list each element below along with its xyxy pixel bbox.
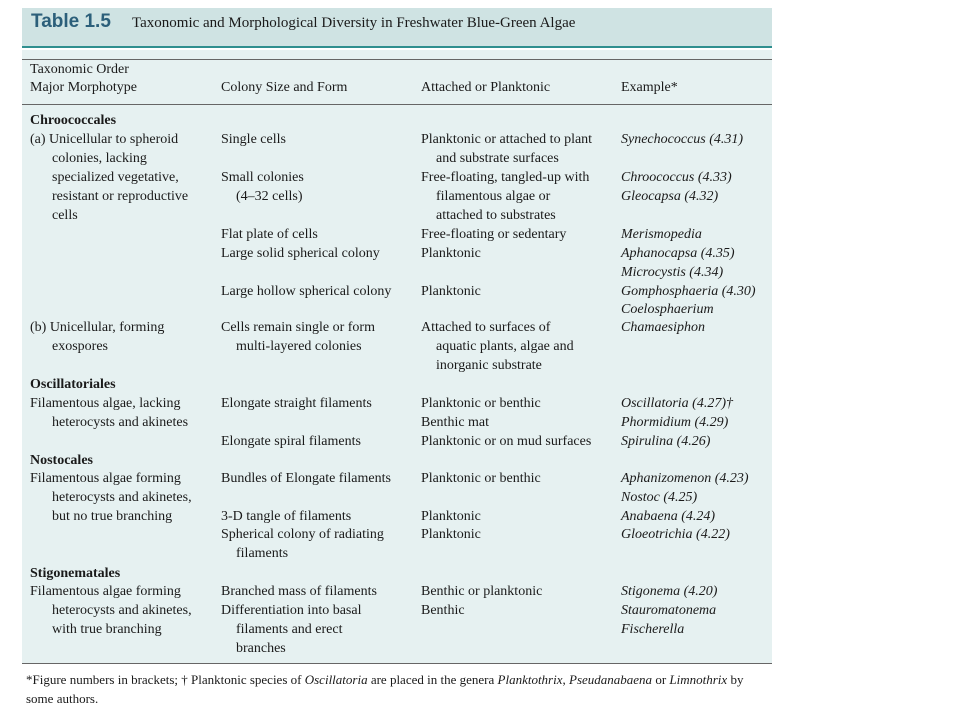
- order-oscillatoriales: Oscillatoriales: [30, 377, 116, 392]
- habit-cell: Planktonic: [421, 246, 481, 261]
- form-cell: Large hollow spherical colony: [221, 284, 392, 299]
- habit-cell: attached to substrates: [436, 208, 556, 223]
- header-col4: Example*: [621, 80, 678, 95]
- habit-cell: Free-floating, tangled-up with: [421, 170, 590, 185]
- morphotype-line: specialized vegetative,: [52, 170, 179, 185]
- form-cell: Bundles of Elongate filaments: [221, 471, 391, 486]
- form-cell: filaments: [236, 546, 289, 561]
- form-cell: 3-D tangle of filaments: [221, 509, 352, 524]
- example-cell: Spirulina (4.26): [621, 434, 711, 449]
- order-stigonematales: Stigonematales: [30, 566, 121, 581]
- habit-cell: Planktonic: [421, 284, 481, 299]
- habit-cell: Benthic: [421, 603, 465, 618]
- example-cell: Gomphosphaeria (4.30): [621, 284, 756, 299]
- table-footnote: [26, 670, 771, 708]
- habit-cell: Planktonic: [421, 527, 481, 542]
- example-cell: Gleocapsa (4.32): [621, 189, 719, 204]
- table-title: Taxonomic and Morphological Diversity in Freshwater Blue-Green Algae: [132, 15, 576, 31]
- form-cell: Flat plate of cells: [221, 227, 318, 242]
- morphotype-line: heterocysts and akinetes,: [52, 603, 192, 618]
- habit-cell: and substrate surfaces: [436, 151, 559, 166]
- habit-cell: Planktonic or on mud surfaces: [421, 434, 592, 449]
- example-cell: Merismopedia: [621, 227, 702, 242]
- form-cell: Single cells: [221, 132, 286, 147]
- footnote-genus: Oscillatoria: [304, 672, 368, 687]
- morphotype-line: but no true branching: [52, 509, 173, 524]
- form-cell: (4–32 cells): [236, 189, 303, 204]
- footnote-genus: Limnothrix: [669, 672, 728, 687]
- morphotype-line: resistant or reproductive: [52, 189, 189, 204]
- habit-cell: Planktonic or benthic: [421, 471, 541, 486]
- form-cell: branches: [236, 641, 286, 656]
- morphotype-line: (b) Unicellular, forming: [30, 320, 165, 335]
- example-cell: Stigonema (4.20): [621, 584, 718, 599]
- habit-cell: aquatic plants, algae and: [436, 339, 574, 354]
- morphotype-line: heterocysts and akinetes,: [52, 490, 192, 505]
- habit-cell: filamentous algae or: [436, 189, 551, 204]
- header-col2: Colony Size and Form: [221, 80, 348, 95]
- form-cell: Large solid spherical colony: [221, 246, 380, 261]
- morphotype-line: heterocysts and akinetes: [52, 415, 189, 430]
- morphotype-line: Filamentous algae forming: [30, 584, 181, 599]
- form-cell: Elongate straight filaments: [221, 396, 372, 411]
- form-cell: Spherical colony of radiating: [221, 527, 384, 542]
- example-cell: Aphanocapsa (4.35): [621, 246, 735, 261]
- footnote-genus: Planktothrix: [497, 672, 563, 687]
- header-top-rule: [22, 59, 772, 60]
- habit-cell: Benthic or planktonic: [421, 584, 543, 599]
- order-chroococcales: Chroococcales: [30, 113, 117, 128]
- footnote-text: *Figure numbers in brackets; † Planktonic species of: [26, 672, 305, 687]
- example-cell: Chroococcus (4.33): [621, 170, 732, 185]
- footnote-text: ,: [562, 672, 570, 687]
- example-cell: Anabaena (4.24): [621, 509, 716, 524]
- example-cell: Chamaesiphon: [621, 320, 705, 335]
- example-cell: Microcystis (4.34): [621, 265, 724, 280]
- habit-cell: Attached to surfaces of: [421, 320, 551, 335]
- table-number: Table 1.5: [31, 11, 111, 32]
- example-cell: Nostoc (4.25): [621, 490, 698, 505]
- order-nostocales: Nostocales: [30, 453, 93, 468]
- morphotype-line: Filamentous algae forming: [30, 471, 181, 486]
- footnote-text: by some authors.: [26, 672, 744, 706]
- example-cell: Synechococcus (4.31): [621, 132, 744, 147]
- header-col1-line1: Taxonomic Order: [30, 62, 129, 77]
- morphotype-line: Filamentous algae, lacking: [30, 396, 181, 411]
- header-col1-line2: Major Morphotype: [30, 80, 137, 95]
- morphotype-line: (a) Unicellular to spheroid: [30, 132, 179, 147]
- habit-cell: Planktonic or attached to plant: [421, 132, 593, 147]
- table-bottom-rule: [22, 663, 772, 664]
- morphotype-line: with true branching: [52, 622, 162, 637]
- example-cell: Oscillatoria (4.27)†: [621, 396, 733, 411]
- example-cell: Phormidium (4.29): [621, 415, 729, 430]
- morphotype-line: colonies, lacking: [52, 151, 147, 166]
- habit-cell: Benthic mat: [421, 415, 490, 430]
- footnote-text: or: [652, 672, 670, 687]
- footnote-genus: Pseudanabaena: [569, 672, 653, 687]
- footnote-text: are placed in the genera: [367, 672, 498, 687]
- habit-cell: Planktonic: [421, 509, 481, 524]
- example-cell: Fischerella: [621, 622, 685, 637]
- form-cell: Small colonies: [221, 170, 304, 185]
- form-cell: Elongate spiral filaments: [221, 434, 361, 449]
- habit-cell: inorganic substrate: [436, 358, 542, 373]
- habit-cell: Free-floating or sedentary: [421, 227, 567, 242]
- morphotype-line: exospores: [52, 339, 108, 354]
- form-cell: filaments and erect: [236, 622, 343, 637]
- form-cell: multi-layered colonies: [236, 339, 362, 354]
- form-cell: Branched mass of filaments: [221, 584, 377, 599]
- example-cell: Aphanizomenon (4.23): [621, 471, 749, 486]
- form-cell: Cells remain single or form: [221, 320, 375, 335]
- table-title-bar: [22, 8, 772, 48]
- habit-cell: Planktonic or benthic: [421, 396, 541, 411]
- example-cell: Stauromatonema: [621, 603, 717, 618]
- morphotype-line: cells: [52, 208, 78, 223]
- header-bottom-rule: [22, 104, 772, 105]
- example-cell: Gloeotrichia (4.22): [621, 527, 730, 542]
- form-cell: Differentiation into basal: [221, 603, 362, 618]
- example-cell: Coelosphaerium: [621, 302, 714, 317]
- header-col3: Attached or Planktonic: [421, 80, 551, 95]
